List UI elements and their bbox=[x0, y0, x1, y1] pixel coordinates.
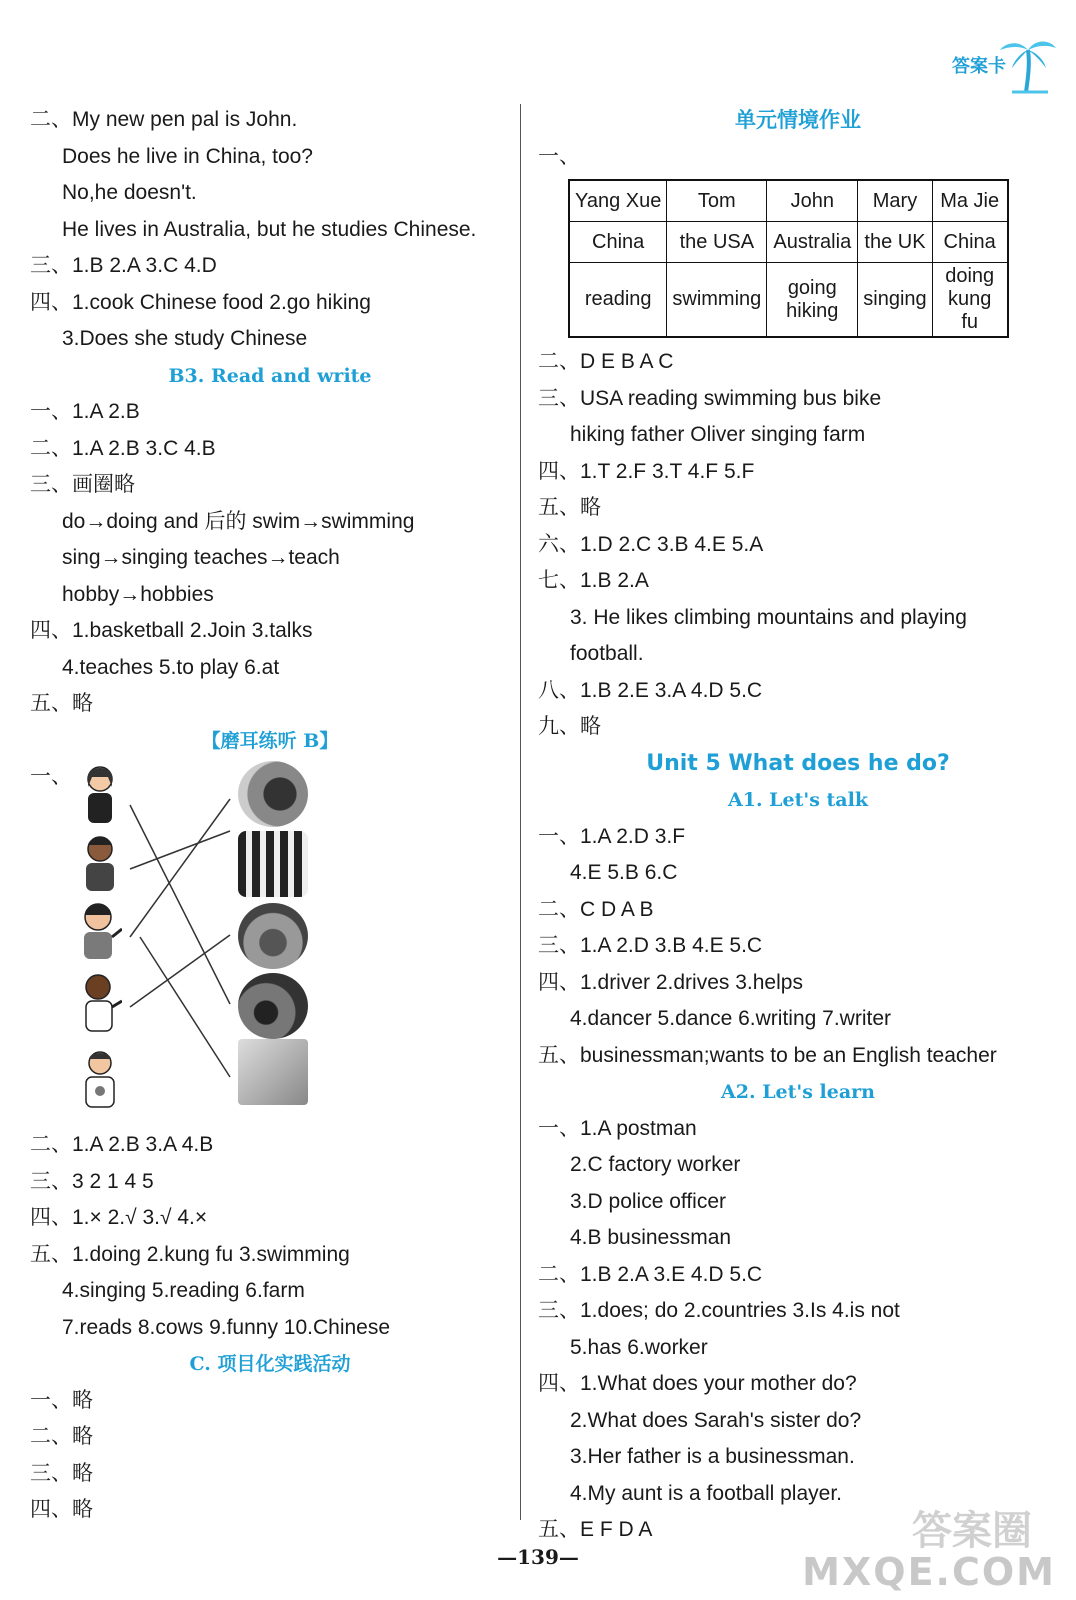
answer-line: 三、1.B 2.A 3.C 4.D bbox=[30, 254, 217, 277]
table-row bbox=[569, 222, 1008, 263]
page-number: —139— bbox=[497, 1545, 579, 1569]
answer-line: 四、1.× 2.√ 3.√ 4.× bbox=[30, 1206, 208, 1229]
table-cell: Australia bbox=[767, 222, 858, 263]
answer-line: 一、略 bbox=[30, 1388, 93, 1412]
answer-line: 二、D E B A C bbox=[538, 350, 674, 373]
left-column bbox=[30, 102, 510, 1529]
answer-line: 五、略 bbox=[30, 692, 93, 715]
answer-line: 七、1.B 2.A bbox=[538, 569, 649, 592]
answer-line: 三、1.A 2.D 3.B 4.E 5.C bbox=[538, 934, 763, 957]
answer-line: 4.My aunt is a football player. bbox=[570, 1481, 842, 1505]
answer-card-label: 答案卡 bbox=[952, 56, 1006, 77]
table-cell: John bbox=[767, 180, 858, 222]
table-row bbox=[569, 180, 1008, 222]
answer-line: hiking father Oliver singing farm bbox=[570, 423, 866, 446]
section-title-b3: B3. Read and write bbox=[168, 364, 372, 387]
table-cell: going hiking bbox=[767, 263, 858, 338]
answer-line: 六、1.D 2.C 3.B 4.E 5.A bbox=[538, 532, 764, 556]
table-row bbox=[569, 263, 1008, 338]
unit-5-title: Unit 5 What does he do? bbox=[646, 750, 950, 776]
answer-line: football. bbox=[570, 642, 644, 665]
answer-line: 三、3 2 1 4 5 bbox=[30, 1169, 154, 1193]
answer-line: No,he doesn't. bbox=[62, 181, 197, 204]
table-cell: Yang Xue bbox=[569, 180, 667, 222]
answer-line: 4.E 5.B 6.C bbox=[570, 861, 678, 884]
answer-line: 二、1.B 2.A 3.E 4.D 5.C bbox=[538, 1262, 763, 1286]
table-cell: swimming bbox=[667, 263, 767, 338]
answer-line: 3.Her father is a businessman. bbox=[570, 1445, 855, 1468]
answer-line: He lives in Australia, but he studies Chinese. bbox=[62, 217, 477, 241]
answer-line: 二、1.A 2.B 3.A 4.B bbox=[30, 1133, 214, 1156]
answer-line: 4.teaches 5.to play 6.at bbox=[62, 655, 280, 679]
answer-line: 五、businessman;wants to be an English teacher bbox=[538, 1043, 997, 1067]
table-cell: Tom bbox=[667, 180, 767, 222]
answer-line: 7.reads 8.cows 9.funny 10.Chinese bbox=[62, 1315, 391, 1339]
table-cell: China bbox=[932, 222, 1008, 263]
column-divider bbox=[520, 104, 521, 1520]
answer-line: 一、 bbox=[30, 765, 72, 788]
answer-line: 一、1.A postman bbox=[538, 1116, 697, 1140]
answer-line: 二、My new pen pal is John. bbox=[30, 108, 298, 131]
pen-pal-table bbox=[568, 179, 1009, 338]
answer-line: 四、1.T 2.F 3.T 4.F 5.F bbox=[538, 459, 755, 483]
answer-line: 4.singing 5.reading 6.farm bbox=[62, 1279, 305, 1302]
answer-line: do→doing and 后的 swim→swimming bbox=[62, 509, 415, 533]
table-cell: doing kung fu bbox=[932, 263, 1008, 338]
palm-tree-icon bbox=[992, 34, 1062, 94]
answer-line: 三、略 bbox=[30, 1461, 93, 1485]
answer-line: 2.What does Sarah's sister do? bbox=[570, 1408, 862, 1432]
table-cell: singing bbox=[858, 263, 932, 338]
section-title-unit-work: 单元情境作业 bbox=[735, 108, 861, 132]
answer-line: 一、 bbox=[538, 144, 580, 168]
answer-line: 五、1.doing 2.kung fu 3.swimming bbox=[30, 1242, 350, 1266]
answer-line: 三、USA reading swimming bus bike bbox=[538, 386, 882, 410]
answer-line: 二、1.A 2.B 3.C 4.B bbox=[30, 436, 216, 460]
answer-line: 四、1.What does your mother do? bbox=[538, 1372, 857, 1395]
answer-line: 3.Does she study Chinese bbox=[62, 327, 308, 350]
watermark-logo: 答案圈 bbox=[912, 1508, 1032, 1554]
answer-line: 四、略 bbox=[30, 1498, 93, 1521]
answer-line: sing→singing teaches→teach bbox=[62, 546, 340, 569]
answer-line: 二、略 bbox=[30, 1425, 93, 1448]
answer-line: 四、1.cook Chinese food 2.go hiking bbox=[30, 290, 371, 314]
section-title-listen: 【磨耳练听 B】 bbox=[201, 729, 339, 752]
watermark-url: MXQE.COM bbox=[802, 1550, 1056, 1594]
table-cell: Mary bbox=[858, 180, 932, 222]
answer-line: 四、1.driver 2.drives 3.helps bbox=[538, 970, 803, 994]
table-cell: Ma Jie bbox=[932, 180, 1008, 222]
table-cell: reading bbox=[569, 263, 667, 338]
answer-line: 五、E F D A bbox=[538, 1518, 653, 1541]
answer-line: 四、1.basketball 2.Join 3.talks bbox=[30, 619, 313, 642]
answer-line: 八、1.B 2.E 3.A 4.D 5.C bbox=[538, 678, 763, 702]
answer-line: 三、画圈略 bbox=[30, 473, 135, 496]
answer-line: 5.has 6.worker bbox=[570, 1335, 708, 1359]
answer-line: 一、1.A 2.B bbox=[30, 400, 140, 423]
section-title-a1: A1. Let's talk bbox=[727, 789, 868, 811]
right-column bbox=[538, 102, 1058, 1549]
answer-line: 2.C factory worker bbox=[570, 1153, 741, 1176]
matching-exercise bbox=[30, 759, 510, 1127]
answer-line: 九、略 bbox=[538, 715, 601, 738]
table-cell: the USA bbox=[667, 222, 767, 263]
table-cell: China bbox=[569, 222, 667, 263]
answer-line: hobby→hobbies bbox=[62, 582, 214, 606]
section-title-c: C. 项目化实践活动 bbox=[189, 1353, 351, 1375]
answer-line: 五、略 bbox=[538, 496, 601, 519]
answer-line: 二、C D A B bbox=[538, 897, 654, 921]
answer-line: 三、1.does; do 2.countries 3.Is 4.is not bbox=[538, 1299, 900, 1322]
answer-line: 一、1.A 2.D 3.F bbox=[538, 824, 686, 848]
answer-line: 3. He likes climbing mountains and playing bbox=[570, 605, 967, 629]
answer-line: 3.D police officer bbox=[570, 1189, 727, 1213]
matching-lines bbox=[30, 759, 350, 1127]
answer-line: 4.dancer 5.dance 6.writing 7.writer bbox=[570, 1007, 891, 1030]
answer-line: 4.B businessman bbox=[570, 1226, 732, 1249]
section-title-a2: A2. Let's learn bbox=[721, 1081, 875, 1103]
table-cell: the UK bbox=[858, 222, 932, 263]
answer-line: Does he live in China, too? bbox=[62, 144, 313, 168]
